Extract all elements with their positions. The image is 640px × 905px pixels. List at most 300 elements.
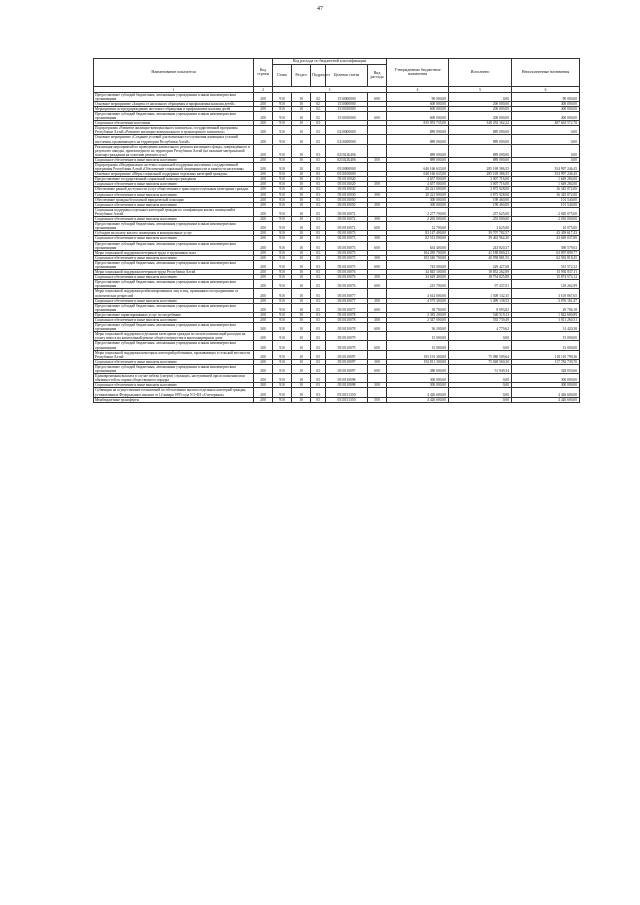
row-razdel-cell: 10 [292, 217, 311, 222]
row-glava-cell: 910 [273, 289, 292, 298]
row-code-cell: 200 [254, 157, 273, 162]
row-glava-cell: 910 [273, 250, 292, 255]
row-executed-cell: 200 000,00 [449, 111, 512, 120]
row-executed-cell: 200 000,00 [449, 106, 512, 111]
row-name-cell: Обеспечение равной доступности услуг общественного транспорта отдельным категориям граждан [94, 187, 254, 192]
row-name-cell: Предоставление субсидий бюджетным, автономным учреждениям и иным некоммерческим организациям [94, 323, 254, 332]
row-name-cell: Меры социальной поддержки реабилитированных лиц и лиц, признанных пострадавшими от политических репрессий [94, 289, 254, 298]
header-glava: Глава [273, 64, 292, 86]
row-glava-cell: 910 [273, 318, 292, 323]
row-target-cell: 0510110020 [326, 177, 368, 182]
row-razdel-cell: 10 [292, 163, 311, 172]
row-podrazdel-cell: 03 [311, 388, 326, 397]
row-vid-cell [368, 374, 387, 383]
row-podrazdel-cell: 03 [311, 217, 326, 222]
row-approved-cell: 300 000,00 [387, 383, 449, 388]
row-approved-cell: 745 000,00 [387, 260, 449, 269]
row-vid-cell: 300 [368, 182, 387, 187]
row-target-cell: 0510110073 [326, 231, 368, 236]
table-row [94, 241, 580, 250]
row-code-cell: 200 [254, 374, 273, 383]
row-approved-cell: 2 383 200,00 [387, 312, 449, 317]
row-code-cell: 200 [254, 323, 273, 332]
header-vid: Вид расхода [368, 64, 387, 86]
row-unexecuted-cell: 2 010 000,00 [512, 217, 580, 222]
row-code-cell: 200 [254, 332, 273, 341]
row-podrazdel-cell: 03 [311, 157, 326, 162]
row-target-cell: 1510000000 [326, 101, 368, 106]
row-glava-cell: 910 [273, 101, 292, 106]
row-name-cell: Социальное обеспечение и иные выплаты населению [94, 255, 254, 260]
table-row [94, 260, 580, 269]
row-unexecuted-cell: 101 540,00 [512, 202, 580, 207]
row-name-cell: Меры социальной поддержки отдельным категориям граждан по оплате компенсаций расходов на уплату взноса на капитальный ремонт общего имущества в многоквартирном доме [94, 332, 254, 341]
row-code-cell: 200 [254, 280, 273, 289]
row-unexecuted-cell: 31 420,38 [512, 323, 580, 332]
row-podrazdel-cell: 03 [311, 231, 326, 236]
row-podrazdel-cell: 03 [311, 270, 326, 275]
row-target-cell: 0510110050 [326, 202, 368, 207]
row-vid-cell [368, 350, 387, 359]
row-razdel-cell: 10 [292, 298, 311, 303]
row-unexecuted-cell: 15 000,00 [512, 341, 580, 350]
row-executed-cell: 41 188 800,23 [449, 250, 512, 255]
row-unexecuted-cell: 390 579,63 [512, 241, 580, 250]
row-razdel-cell: 10 [292, 157, 311, 162]
row-unexecuted-cell: 300 000,00 [512, 383, 580, 388]
row-target-cell: 0510110072 [326, 207, 368, 216]
row-unexecuted-cell: 118 110 790,36 [512, 350, 580, 359]
row-vid-cell: 600 [368, 241, 387, 250]
row-glava-cell: 910 [273, 383, 292, 388]
row-target-cell: 0510110098 [326, 374, 368, 383]
row-code-cell: 200 [254, 388, 273, 397]
row-executed-cell: 255 000,00 [449, 217, 512, 222]
row-podrazdel-cell: 03 [311, 255, 326, 260]
table-row [94, 222, 580, 231]
row-unexecuted-cell: 1 649 284,00 [512, 182, 580, 187]
header-podrazdel: Подраздел [311, 64, 326, 86]
row-approved-cell: 34 629 400,00 [387, 275, 449, 280]
row-target-cell: 0510110030 [326, 192, 368, 197]
row-unexecuted-cell: 62 582 818,45 [512, 255, 580, 260]
row-target-cell: 0210000000 [326, 126, 368, 135]
row-podrazdel-cell: 02 [311, 92, 326, 101]
row-podrazdel-cell: 03 [311, 359, 326, 364]
row-razdel-cell: 10 [292, 202, 311, 207]
row-razdel-cell: 10 [292, 289, 311, 298]
row-approved-cell: 90 000,00 [387, 92, 449, 101]
row-vid-cell: 300 [368, 275, 387, 280]
row-code-cell: 200 [254, 111, 273, 120]
row-executed-cell: 285 169 386,55 [449, 163, 512, 172]
row-executed-cell: 18 852 262,89 [449, 270, 512, 275]
row-target-cell: 0510110097 [326, 359, 368, 364]
row-code-cell: 200 [254, 383, 273, 388]
row-code-cell: 200 [254, 121, 273, 126]
row-vid-cell: 300 [368, 318, 387, 323]
row-vid-cell: 600 [368, 260, 387, 269]
table-row [94, 163, 580, 172]
row-glava-cell: 910 [273, 260, 292, 269]
row-executed-cell: 200 000,00 [449, 101, 512, 106]
row-glava-cell: 910 [273, 275, 292, 280]
header-unexecuted: Неисполненные назначения [512, 59, 580, 87]
row-code-cell: 200 [254, 101, 273, 106]
row-target-cell: 0510110073 [326, 236, 368, 241]
row-unexecuted-cell: 15 992 837,11 [512, 270, 580, 275]
row-name-cell: Мероприятия по предупреждению жестокого обращения и профилактике насилия детей [94, 106, 254, 111]
row-vid-cell [368, 135, 387, 144]
budget-execution-table [93, 58, 580, 403]
row-name-cell: Субвенции на осуществление полномочий по обеспечению жильем отдельных категорий граждан, установленных Федеральным законом от 12 января 1995 года N 5-ФЗ «О ветеранах» [94, 388, 254, 397]
row-target-cell: 0510110078 [326, 312, 368, 317]
row-glava-cell: 910 [273, 341, 292, 350]
row-glava-cell: 910 [273, 172, 292, 177]
row-glava-cell: 910 [273, 163, 292, 172]
row-name-cell: Межбюджетные трансферты [94, 397, 254, 402]
row-name-cell: Предоставление субсидий бюджетным, автономным учреждениям и иным некоммерческим организациям [94, 341, 254, 350]
row-executed-cell: 889 000,00 [449, 126, 512, 135]
row-name-cell: Основное мероприятие «Защита от насильного обращения и профилактика насилия детей» [94, 101, 254, 106]
row-code-cell: 200 [254, 207, 273, 216]
row-podrazdel-cell: 02 [311, 106, 326, 111]
row-name-cell: Основное мероприятие «Меры социальной поддержки отдельных категорий граждан» [94, 172, 254, 177]
row-name-cell: Предоставление гарантированных услуг по погребению [94, 312, 254, 317]
row-glava-cell: 910 [273, 241, 292, 250]
table-row [94, 388, 580, 397]
row-target-cell: 0510151350 [326, 388, 368, 397]
row-glava-cell: 910 [273, 126, 292, 135]
row-podrazdel-cell: 03 [311, 135, 326, 144]
row-executed-cell: 0,00 [449, 397, 512, 402]
row-name-cell: Социальное обеспечение и иные выплаты населению [94, 298, 254, 303]
row-name-cell: Меры социальной поддержки некоторых категорий работников, проживающих в сельской местности Республики Алтай [94, 350, 254, 359]
row-target-cell: 0210200000 [326, 135, 368, 144]
row-approved-cell: 4 614 000,00 [387, 289, 449, 298]
row-podrazdel-cell: 03 [311, 236, 326, 241]
row-code-cell: 200 [254, 298, 273, 303]
row-code-cell: 200 [254, 135, 273, 144]
row-approved-cell: 600 000,00 [387, 111, 449, 120]
row-vid-cell: 300 [368, 236, 387, 241]
row-target-cell: 0510110097 [326, 364, 368, 373]
row-name-cell: Социальное обеспечение и иные выплаты населению [94, 157, 254, 162]
row-unexecuted-cell: 487 663 572,78 [512, 121, 580, 126]
row-name-cell: Социальное обеспечение и иные выплаты населению [94, 383, 254, 388]
table-header [94, 59, 580, 93]
row-razdel-cell: 10 [292, 383, 311, 388]
row-name-cell: Социальное обеспечение и иные выплаты населению [94, 192, 254, 197]
row-executed-cell: 1 499 138,53 [449, 298, 512, 303]
row-target-cell: 0510110072 [326, 222, 368, 231]
row-name-cell: Предоставление субсидий бюджетным, автономным учреждениям и иным некоммерческим организациям [94, 280, 254, 289]
row-razdel-cell: 10 [292, 280, 311, 289]
row-code-cell: 200 [254, 92, 273, 101]
row-razdel-cell: 10 [292, 364, 311, 373]
row-unexecuted-cell: 400 000,00 [512, 111, 580, 120]
row-vid-cell: 300 [368, 217, 387, 222]
row-glava-cell: 910 [273, 236, 292, 241]
row-approved-cell: 38 700,00 [387, 303, 449, 312]
row-approved-cell: 640 166 633,00 [387, 172, 449, 177]
table-row [94, 289, 580, 298]
row-executed-cell: 3 875 928,00 [449, 187, 512, 192]
row-target-cell: 0510110078 [326, 323, 368, 332]
row-approved-cell: 600 000,00 [387, 106, 449, 111]
row-podrazdel-cell: 03 [311, 192, 326, 197]
row-podrazdel-cell: 03 [311, 332, 326, 341]
row-name-cell: Предоставление субсидий бюджетным, автономным учреждениям и иным некоммерческим организациям [94, 111, 254, 120]
row-approved-cell: 12 700,00 [387, 222, 449, 231]
row-approved-cell: 192 811 300,00 [387, 359, 449, 364]
row-glava-cell: 910 [273, 202, 292, 207]
row-name-cell: Меры социальной поддержки ветеранов труда Республики Алтай [94, 270, 254, 275]
row-razdel-cell: 10 [292, 177, 311, 182]
row-executed-cell: 18 754 825,88 [449, 275, 512, 280]
row-executed-cell: 97 437,01 [449, 280, 512, 289]
row-target-cell: 0510110073 [326, 241, 368, 250]
row-vid-cell: 300 [368, 298, 387, 303]
row-glava-cell: 910 [273, 323, 292, 332]
row-podrazdel-cell: 03 [311, 350, 326, 359]
row-podrazdel-cell: 03 [311, 318, 326, 323]
row-vid-cell [368, 332, 387, 341]
row-razdel-cell: 10 [292, 374, 311, 383]
row-vid-cell: 600 [368, 364, 387, 373]
row-razdel-cell: 10 [292, 172, 311, 177]
row-executed-cell: 348 292 162,22 [449, 121, 512, 126]
row-razdel-cell: 10 [292, 260, 311, 269]
row-razdel-cell: 10 [292, 187, 311, 192]
row-target-cell: 0510110075 [326, 255, 368, 260]
row-razdel-cell: 10 [292, 312, 311, 317]
row-code-cell: 200 [254, 192, 273, 197]
row-name-cell: Предоставление государственной социальной помощи гражданам [94, 177, 254, 182]
row-target-cell: 021021Б406 [326, 157, 368, 162]
row-code-cell: 200 [254, 177, 273, 182]
row-approved-cell: 634 400,00 [387, 241, 449, 250]
row-name-cell: Предоставление субсидий бюджетным, автономным учреждениям и иным некоммерческим организациям [94, 303, 254, 312]
row-unexecuted-cell: 90 000,00 [512, 92, 580, 101]
row-unexecuted-cell: 101 540,00 [512, 197, 580, 202]
row-target-cell: 1510010000 [326, 106, 368, 111]
row-target-cell: 0510110098 [326, 383, 368, 388]
row-unexecuted-cell: 400 000,00 [512, 106, 580, 111]
row-razdel-cell: 10 [292, 144, 311, 157]
row-podrazdel-cell: 03 [311, 222, 326, 231]
row-podrazdel-cell: 03 [311, 163, 326, 172]
row-code-cell: 200 [254, 126, 273, 135]
row-executed-cell: 4 779,62 [449, 323, 512, 332]
row-glava-cell: 910 [273, 270, 292, 275]
row-executed-cell: 0,00 [449, 341, 512, 350]
row-target-cell: 1510010000 [326, 111, 368, 120]
row-podrazdel-cell: 03 [311, 144, 326, 157]
row-glava-cell: 910 [273, 397, 292, 402]
row-vid-cell: 600 [368, 280, 387, 289]
row-podrazdel-cell: 03 [311, 397, 326, 402]
row-approved-cell: 4 657 000,00 [387, 177, 449, 182]
row-unexecuted-cell: 29 706,18 [512, 303, 580, 312]
row-approved-cell: 300 000,00 [387, 202, 449, 207]
row-approved-cell: 20 221 000,00 [387, 192, 449, 197]
row-name-cell: Социальное обеспечение и иные выплаты населению [94, 236, 254, 241]
row-executed-cell: 3 875 928,00 [449, 192, 512, 197]
table-body [94, 92, 580, 402]
row-podrazdel-cell: 03 [311, 172, 326, 177]
budget-table-sheet [93, 58, 579, 403]
row-name-cell: Социальное обеспечение населения [94, 121, 254, 126]
row-name-cell: Социальное обеспечение и иные выплаты населению [94, 202, 254, 207]
row-name-cell: Социальное обеспечение и иные выплаты населению [94, 359, 254, 364]
row-glava-cell: 910 [273, 111, 292, 120]
row-podrazdel-cell: 03 [311, 182, 326, 187]
row-glava-cell: 910 [273, 192, 292, 197]
row-name-cell: Подпрограмма «Развитие жилищно-коммунального комплекса» государственной программы Республики Алтай «Развитие жилищно-коммунального и транспортного комплекса» [94, 126, 254, 135]
row-approved-cell: 15 000,00 [387, 332, 449, 341]
row-vid-cell: 300 [368, 157, 387, 162]
row-target-cell: 0510110075 [326, 250, 368, 255]
row-razdel-cell: 10 [292, 106, 311, 111]
row-podrazdel-cell: 03 [311, 374, 326, 383]
row-razdel-cell: 10 [292, 121, 311, 126]
row-glava-cell: 910 [273, 217, 292, 222]
row-target-cell: 021021Б406 [326, 144, 368, 157]
row-podrazdel-cell: 03 [311, 280, 326, 289]
table-row [94, 397, 580, 402]
row-glava-cell: 910 [273, 298, 292, 303]
row-approved-cell: 4 426 600,00 [387, 397, 449, 402]
row-unexecuted-cell: 1 811 260,51 [512, 318, 580, 323]
row-executed-cell: 889 000,00 [449, 157, 512, 162]
row-razdel-cell: 10 [292, 397, 311, 402]
row-approved-cell: 20 221 000,00 [387, 187, 449, 192]
row-executed-cell: 3 007 716,00 [449, 182, 512, 187]
row-podrazdel-cell: 03 [311, 207, 326, 216]
row-executed-cell: 540 519,11 [449, 312, 512, 317]
row-executed-cell: 40 958 881,55 [449, 255, 512, 260]
row-unexecuted-cell: 43 439 617,43 [512, 231, 580, 236]
row-executed-cell: 51 949,34 [449, 364, 512, 373]
row-executed-cell: 8 993,82 [449, 303, 512, 312]
row-approved-cell: 83 147 400,00 [387, 231, 449, 236]
row-podrazdel-cell: 03 [311, 303, 326, 312]
row-glava-cell: 910 [273, 207, 292, 216]
row-unexecuted-cell: 43 049 037,80 [512, 236, 580, 241]
row-approved-cell: 34 845 100,00 [387, 270, 449, 275]
row-approved-cell: 889 000,00 [387, 144, 449, 157]
row-code-cell: 200 [254, 364, 273, 373]
row-unexecuted-cell: 16 345 072,00 [512, 187, 580, 192]
row-razdel-cell: 10 [292, 101, 311, 106]
header-approved: Утвержденные бюджетные назначения [387, 59, 449, 87]
row-target-cell: 0510110030 [326, 187, 368, 192]
row-code-cell: 200 [254, 163, 273, 172]
row-razdel-cell: 10 [292, 388, 311, 397]
header-executed: Исполнено [449, 59, 512, 87]
row-code-cell: 200 [254, 359, 273, 364]
row-executed-cell: 229 427,68 [449, 260, 512, 269]
row-code-cell: 200 [254, 341, 273, 350]
row-code-cell: 200 [254, 106, 273, 111]
header-razdel: Раздел [292, 64, 311, 86]
row-unexecuted-cell: 15 874 574,12 [512, 275, 580, 280]
table-row [94, 207, 580, 216]
row-target-cell: 0510110077 [326, 289, 368, 298]
row-razdel-cell: 10 [292, 323, 311, 332]
row-code-cell: 200 [254, 312, 273, 317]
row-podrazdel-cell: 03 [311, 202, 326, 207]
row-vid-cell: 300 [368, 192, 387, 197]
row-executed-cell: 3 007 716,00 [449, 177, 512, 182]
row-vid-cell [368, 144, 387, 157]
row-podrazdel-cell: 03 [311, 121, 326, 126]
row-razdel-cell: 10 [292, 250, 311, 255]
row-razdel-cell: 10 [292, 318, 311, 323]
row-executed-cell: 0,00 [449, 388, 512, 397]
row-executed-cell: 889 000,00 [449, 135, 512, 144]
row-code-cell: 200 [254, 275, 273, 280]
row-approved-cell: 4 657 000,00 [387, 182, 449, 187]
row-razdel-cell: 10 [292, 275, 311, 280]
row-approved-cell: 889 000,00 [387, 126, 449, 135]
row-code-cell: 200 [254, 144, 273, 157]
row-podrazdel-cell: 03 [311, 312, 326, 317]
row-glava-cell: 910 [273, 303, 292, 312]
row-podrazdel-cell: 03 [311, 197, 326, 202]
row-approved-cell: 2 265 000,00 [387, 217, 449, 222]
row-target-cell: 0510110050 [326, 197, 368, 202]
row-vid-cell: 600 [368, 222, 387, 231]
row-approved-cell: 36 200,00 [387, 323, 449, 332]
row-executed-cell: 0,00 [449, 332, 512, 341]
row-name-cell: Социальное обеспечение и иные выплаты населению [94, 217, 254, 222]
row-glava-cell: 910 [273, 197, 292, 202]
row-glava-cell: 910 [273, 135, 292, 144]
row-executed-cell: 257 625,00 [449, 207, 512, 216]
row-podrazdel-cell: 03 [311, 275, 326, 280]
row-name-cell: Единовременная выплата в случае гибели (смерти) служащих, наступившей при исполнении ими обязанностей по охране общественного порядка [94, 374, 254, 383]
row-target-cell: 0510110078 [326, 318, 368, 323]
table-row [94, 92, 580, 101]
row-code-cell: 200 [254, 187, 273, 192]
row-code-cell: 200 [254, 289, 273, 298]
row-name-cell: Социальная поддержка отдельных категорий граждан по газификации жилых помещений в Республике Алтай [94, 207, 254, 216]
row-podrazdel-cell: 03 [311, 364, 326, 373]
row-target-cell: 0510110079 [326, 332, 368, 341]
table-row [94, 144, 580, 157]
row-podrazdel-cell: 03 [311, 241, 326, 250]
row-razdel-cell: 10 [292, 222, 311, 231]
row-name-cell: Обеспечение граждан бесплатной юридической помощью [94, 197, 254, 202]
row-executed-cell: 285 169 386,55 [449, 172, 512, 177]
row-vid-cell: 300 [368, 359, 387, 364]
row-vid-cell: 500 [368, 397, 387, 402]
row-razdel-cell: 10 [292, 182, 311, 187]
row-razdel-cell: 10 [292, 236, 311, 241]
row-razdel-cell: 10 [292, 135, 311, 144]
row-executed-cell: 889 000,00 [449, 144, 512, 157]
row-podrazdel-cell: 03 [311, 187, 326, 192]
row-glava-cell: 910 [273, 106, 292, 111]
row-vid-cell: 600 [368, 303, 387, 312]
row-vid-cell: 600 [368, 323, 387, 332]
row-target-cell: 0510110076 [326, 270, 368, 275]
table-row [94, 280, 580, 289]
row-code-cell: 200 [254, 318, 273, 323]
row-unexecuted-cell: 63 097 899,77 [512, 250, 580, 255]
